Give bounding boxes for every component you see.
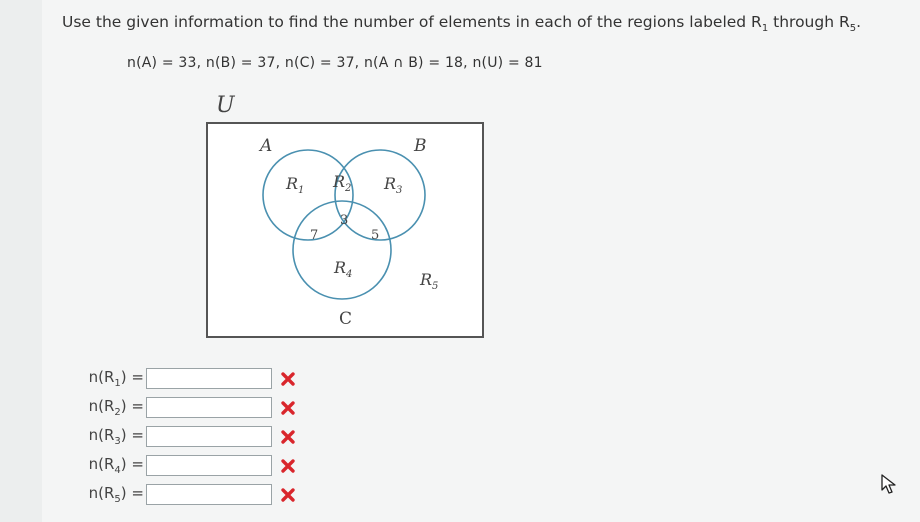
- answer-row-r2: [60, 393, 296, 422]
- answer-form: [60, 364, 296, 509]
- answer-input-r1[interactable]: [146, 368, 272, 389]
- answer-input-r4[interactable]: [146, 455, 272, 476]
- answer-row-r5: [60, 480, 296, 509]
- set-a-label: A: [260, 136, 273, 156]
- region-bc-value: 5: [371, 228, 380, 243]
- answer-input-r5[interactable]: [146, 484, 272, 505]
- region-r3-label: $R_3$: [384, 174, 403, 196]
- incorrect-x-icon: [280, 429, 296, 445]
- answer-label-r5: $n(R_5)$ =: [88, 484, 144, 505]
- answer-label-r1: $n(R_1)$ =: [88, 368, 144, 389]
- answer-row-r1: [60, 364, 296, 393]
- region-r5-label: $R_5$: [420, 270, 439, 292]
- answer-input-r3[interactable]: [146, 426, 272, 447]
- region-r4-label: $R_4$: [334, 258, 353, 280]
- incorrect-x-icon: [280, 458, 296, 474]
- region-r2-label: $R_2$: [333, 172, 352, 194]
- set-b-label: B: [414, 136, 427, 156]
- answer-label-r2: $n(R_2)$ =: [88, 397, 144, 418]
- answer-row-r4: [60, 451, 296, 480]
- venn-diagram: [190, 88, 490, 343]
- answer-label-r4: $n(R_4)$ =: [88, 455, 144, 476]
- incorrect-x-icon: [280, 487, 296, 503]
- universe-label: U: [216, 93, 235, 118]
- set-c-label: C: [339, 309, 353, 329]
- incorrect-x-icon: [280, 371, 296, 387]
- region-abc-value: 3: [340, 213, 349, 228]
- region-ac-value: 7: [310, 228, 319, 243]
- universe-box: [207, 123, 483, 337]
- mouse-pointer-icon: [880, 473, 898, 495]
- answer-input-r2[interactable]: [146, 397, 272, 418]
- answer-label-r3: $n(R_3)$ =: [88, 426, 144, 447]
- region-r1-label: $R_1$: [286, 174, 305, 196]
- answer-row-r3: [60, 422, 296, 451]
- incorrect-x-icon: [280, 400, 296, 416]
- question-text: Use the given information to find the number of elements in each of the regions labeled $R_1$ through $R_5$.: [62, 13, 862, 35]
- given-information: n(A) = 33, n(B) = 37, n(C) = 37, n(A ∩ B) = 18, n(U) = 81: [127, 55, 543, 71]
